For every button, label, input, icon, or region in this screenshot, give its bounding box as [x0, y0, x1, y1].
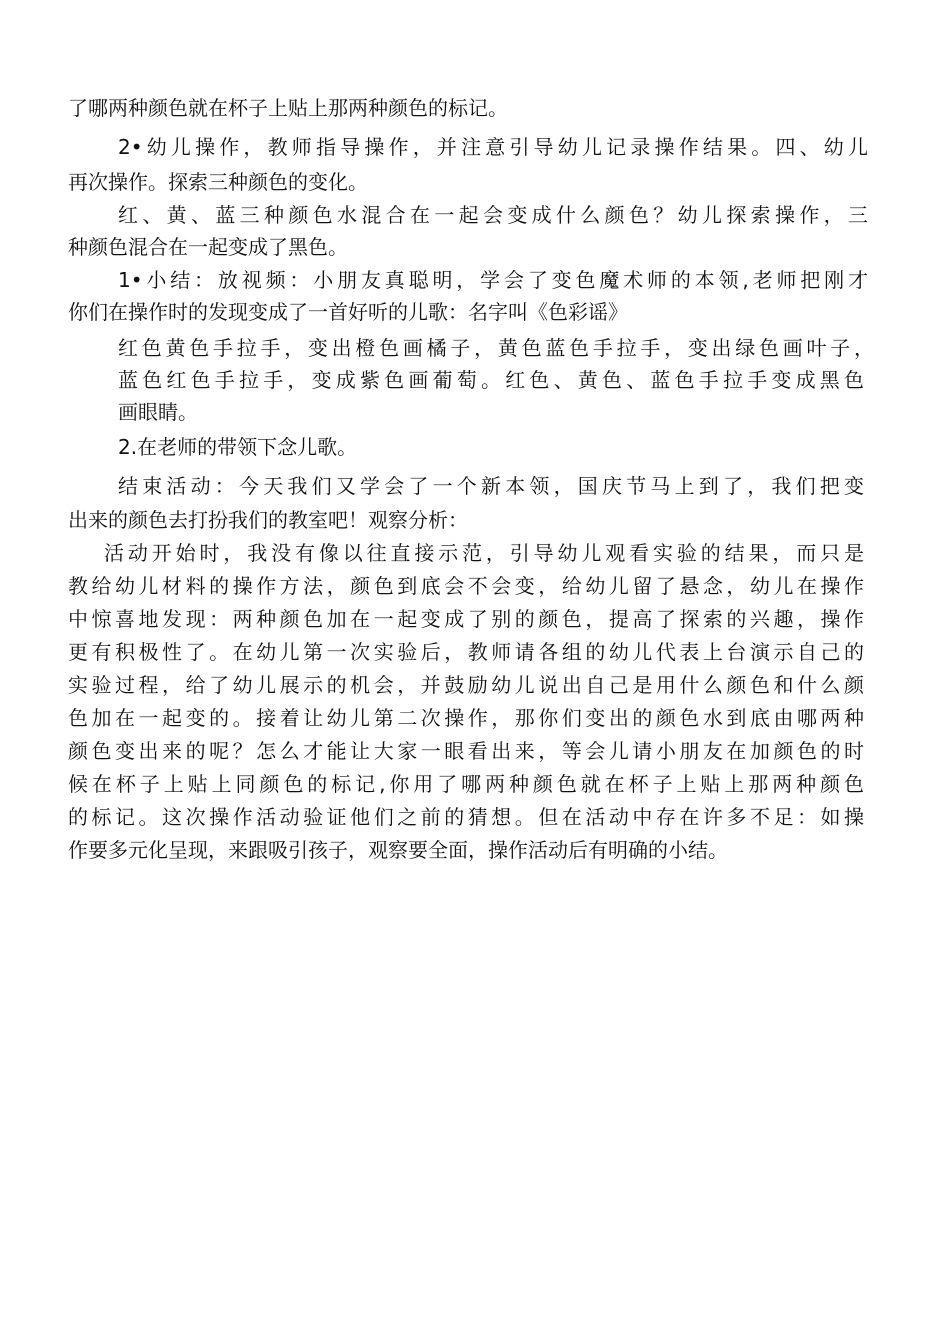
- text-line-1: 了哪两种颜色就在杯子上贴上那两种颜色的标记。: [68, 96, 508, 120]
- text-line-3: 再次操作。探索三种颜色的变化。: [68, 170, 368, 194]
- text-line-18: 实验过程，给了幼儿展示的机会，并鼓励幼儿说出自己是用什么颜色和什么颜: [68, 673, 864, 697]
- text-line-19: 色加在一起变的。接着让幼儿第二次操作，那你们变出的颜色水到底由哪两种: [68, 706, 864, 730]
- text-line-22: 的标记。这次操作活动验证他们之前的猜想。但在活动中存在许多不足：如操: [68, 805, 864, 829]
- text-line-8: 红色黄色手拉手，变出橙色画橘子，黄色蓝色手拉手，变出绿色画叶子，: [118, 336, 874, 360]
- text-line-20: 颜色变出来的呢？怎么才能让大家一眼看出来，等会儿请小朋友在加颜色的时: [68, 739, 864, 763]
- text-line-15: 教给幼儿材料的操作方法，颜色到底会不会变，给幼儿留了悬念，幼儿在操作: [68, 574, 864, 598]
- text-line-16: 中惊喜地发现：两种颜色加在一起变成了别的颜色，提高了探索的兴趣，操作: [68, 607, 864, 631]
- text-line-13: 出来的颜色去打扮我们的教室吧！观察分析：: [68, 508, 468, 532]
- text-line-11: 2.在老师的带领下念儿歌。: [118, 435, 358, 459]
- text-line-10: 画眼睛。: [118, 400, 198, 424]
- text-line-4: 红、黄、蓝三种颜色水混合在一起会变成什么颜色？幼儿探索操作，三: [118, 203, 868, 227]
- text-line-2: 2•幼儿操作，教师指导操作，并注意引导幼儿记录操作结果。四、幼儿: [118, 135, 868, 159]
- text-line-23: 作要多元化呈现，来跟吸引孩子，观察要全面，操作活动后有明确的小结。: [68, 838, 728, 862]
- text-line-6: 1•小结：放视频：小朋友真聪明，学会了变色魔术师的本领,老师把刚才: [118, 268, 868, 292]
- text-line-9: 蓝色红色手拉手，变成紫色画葡萄。红色、黄色、蓝色手拉手变成黑色: [118, 368, 864, 392]
- text-line-21: 候在杯子上贴上同颜色的标记,你用了哪两种颜色就在杯子上贴上那两种颜色: [68, 772, 864, 796]
- text-line-5: 种颜色混合在一起变成了黑色。: [68, 235, 348, 259]
- text-line-7: 你们在操作时的发现变成了一首好听的儿歌：名字叫《色彩谣》: [68, 300, 628, 324]
- text-line-17: 更有积极性了。在幼儿第一次实验后，教师请各组的幼儿代表上台演示自己的: [68, 640, 864, 664]
- text-line-14: 活动开始时，我没有像以往直接示范，引导幼儿观看实验的结果，而只是: [104, 541, 864, 565]
- text-line-12: 结束活动：今天我们又学会了一个新本领，国庆节马上到了，我们把变: [118, 474, 864, 498]
